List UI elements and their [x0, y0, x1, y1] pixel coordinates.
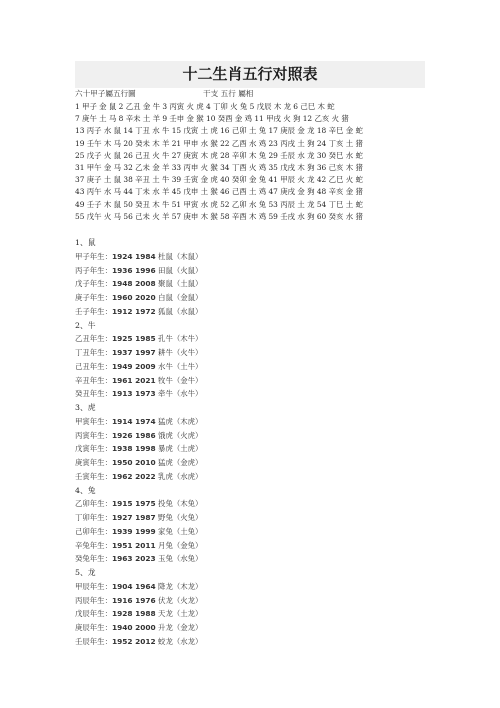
entry-label: 丙寅年生： [75, 430, 112, 440]
entry-years: 1927 1987 [111, 513, 156, 522]
entry-label: 甲子年生： [75, 251, 112, 261]
zodiac-entry [75, 305, 425, 319]
entry-label: 甲辰年生： [75, 581, 112, 591]
entry-years: 1939 1999 [111, 526, 156, 536]
entry-years: 1961 2021 [111, 375, 156, 385]
ganzhi-row: 49 壬子 木 鼠 50 癸丑 木 牛 51 甲寅 水 虎 52 乙卯 水 兔 53 丙辰 土 龙 54 丁巳 土 蛇 [75, 199, 363, 209]
entry-note: 田鼠（火鼠） [158, 265, 203, 275]
entry-note: 耕牛（火牛） [158, 348, 203, 357]
zodiac-entry [75, 429, 425, 443]
entry-label: 庚辰年生： [75, 623, 112, 632]
entry-note: 暴虎（土虎） [158, 444, 203, 454]
header-left-label: 六十甲子屬五行圖 [75, 89, 136, 98]
entry-years: 1916 1976 [111, 595, 156, 605]
entry-years: 1950 2010 [111, 458, 156, 467]
ganzhi-row: 55 戊午 火 马 56 己未 火 羊 57 庚申 木 猴 58 辛酉 木 鸡 59 壬戌 水 狗 60 癸亥 水 猪 [75, 211, 363, 221]
zodiac-entry [75, 621, 425, 635]
entry-label: 壬子年生： [75, 306, 112, 316]
zodiac-entry [75, 415, 425, 429]
entry-label: 壬寅年生： [75, 471, 112, 481]
entry-note: 聚鼠（土鼠） [158, 279, 203, 289]
ganzhi-table [75, 101, 425, 223]
entry-years: 1924 1984 [111, 251, 156, 261]
entry-label: 戊子年生： [75, 279, 112, 289]
entry-note: 月兔（金兔） [158, 540, 203, 550]
entry-label: 丙子年生： [75, 265, 112, 275]
entry-years: 1914 1974 [111, 416, 156, 426]
entry-label: 戊寅年生： [75, 444, 112, 454]
entry-years: 1952 2012 [111, 636, 156, 646]
entry-years: 1925 1985 [111, 334, 156, 344]
entry-years: 1926 1986 [111, 430, 156, 440]
entry-label: 癸丑年生： [75, 389, 112, 399]
ganzhi-row: 13 丙子 水 鼠 14 丁丑 水 牛 15 戊寅 土 虎 16 己卯 土 兔 17 庚辰 金 龙 18 辛巳 金 蛇 [75, 126, 363, 136]
entry-label: 庚寅年生： [75, 458, 112, 467]
zodiac-entry [75, 456, 425, 470]
zodiac-list [75, 236, 425, 649]
entry-label: 辛兔年生： [75, 540, 112, 550]
section-heading: 2、牛 [75, 320, 96, 330]
page-title: 十二生肖五行对照表 [182, 65, 318, 83]
ganzhi-row: 43 丙午 水 马 44 丁未 水 羊 45 戊申 土 猴 46 己酉 土 鸡 47 庚戌 金 狗 48 辛亥 金 猪 [75, 187, 363, 197]
entry-label: 乙丑年生： [75, 334, 112, 344]
entry-note: 猛虎（木虎） [158, 416, 203, 426]
zodiac-entry [75, 360, 425, 374]
zodiac-entry [75, 580, 425, 594]
entry-label: 丁丑年生： [75, 348, 112, 357]
zodiac-entry [75, 511, 425, 525]
entry-years: 1936 1996 [111, 265, 156, 275]
ganzhi-row: 1 甲子 金 鼠 2 乙丑 金 牛 3 丙寅 火 虎 4 丁卯 火 兔 5 戊辰 木 龙 6 己巳 木 蛇 [75, 102, 335, 111]
section-heading: 5、龙 [75, 568, 96, 577]
zodiac-entry [75, 552, 425, 566]
entry-label: 乙卯年生： [75, 499, 112, 509]
entry-note: 狐鼠（水鼠） [158, 306, 203, 316]
zodiac-entry [75, 264, 425, 278]
entry-years: 1948 2008 [111, 279, 156, 289]
entry-note: 降龙（木龙） [158, 581, 203, 591]
zodiac-entry [75, 442, 425, 456]
entry-note: 白鼠（金鼠） [158, 293, 203, 302]
zodiac-entry [75, 250, 425, 264]
zodiac-entry [75, 497, 425, 511]
entry-years: 1937 1997 [111, 348, 156, 357]
entry-label: 庚子年生： [75, 293, 112, 302]
entry-years: 1962 2022 [111, 471, 156, 481]
zodiac-entry [75, 332, 425, 346]
section-heading: 4、兔 [75, 485, 96, 495]
entry-years: 1951 2011 [111, 540, 156, 550]
entry-note: 玉兔（水兔） [158, 554, 203, 564]
ganzhi-row: 31 甲午 金 马 32 乙未 金 羊 33 丙申 火 猴 34 丁酉 火 鸡 35 戊戌 木 狗 36 己亥 木 猪 [75, 162, 363, 172]
entry-label: 丁卯年生： [75, 513, 112, 522]
entry-years: 1963 2023 [111, 554, 156, 564]
entry-years: 1913 1973 [111, 389, 156, 399]
entry-years: 1928 1988 [111, 609, 156, 619]
entry-label: 甲寅年生： [75, 416, 112, 426]
entry-note: 伏龙（火龙） [158, 595, 203, 605]
header-right-label: 干支 五行 屬相 [203, 89, 254, 98]
title-bar [75, 61, 425, 88]
entry-years: 1904 1964 [111, 581, 156, 591]
entry-label: 壬辰年生： [75, 636, 112, 646]
entry-note: 野兔（火兔） [158, 513, 203, 522]
entry-label: 己卯年生： [75, 526, 112, 536]
section-heading: 3、虎 [75, 403, 96, 412]
entry-label: 癸兔年生： [75, 554, 112, 564]
entry-years: 1949 2009 [111, 361, 156, 371]
entry-label: 辛丑年生： [75, 375, 112, 385]
section-heading: 1、鼠 [75, 238, 96, 247]
entry-note: 饿虎（火虎） [158, 430, 203, 440]
entry-note: 牵牛（水牛） [158, 389, 203, 399]
zodiac-entry [75, 635, 425, 649]
entry-note: 天龙（土龙） [158, 609, 203, 619]
entry-note: 家兔（土兔） [158, 526, 203, 536]
entry-note: 杜鼠（木鼠） [158, 251, 203, 261]
entry-label: 戊辰年生： [75, 609, 112, 619]
entry-note: 猛虎（金虎） [158, 458, 203, 467]
table-header [75, 88, 425, 99]
entry-note: 乳虎（水虎） [158, 471, 203, 481]
entry-note: 蛟龙（水龙） [158, 636, 203, 646]
zodiac-entry [75, 525, 425, 539]
entry-years: 1915 1975 [111, 499, 156, 509]
zodiac-entry [75, 539, 425, 553]
zodiac-entry [75, 291, 425, 305]
entry-note: 升龙（金龙） [158, 623, 203, 632]
entry-note: 孔牛（木牛） [158, 334, 203, 344]
entry-note: 投兔（木兔） [158, 499, 203, 509]
entry-note: 牧牛（金牛） [158, 375, 203, 385]
zodiac-entry [75, 607, 425, 621]
zodiac-entry [75, 346, 425, 360]
entry-years: 1912 1972 [111, 306, 156, 316]
zodiac-entry [75, 470, 425, 484]
entry-note: 水牛（土牛） [158, 361, 203, 371]
zodiac-entry [75, 374, 425, 388]
entry-years: 1960 2020 [111, 293, 156, 302]
ganzhi-row: 37 庚子 土 鼠 38 辛丑 土 牛 39 壬寅 金 虎 40 癸卯 金 兔 41 甲辰 火 龙 42 乙巳 火 蛇 [75, 175, 363, 185]
ganzhi-row: 7 庚午 土 马 8 辛未 土 羊 9 壬申 金 猴 10 癸酉 金 鸡 11 甲戌 火 狗 12 乙亥 火 猪 [75, 114, 349, 124]
zodiac-entry [75, 387, 425, 401]
entry-label: 己丑年生： [75, 361, 112, 371]
zodiac-entry [75, 594, 425, 608]
ganzhi-row: 25 戊子 火 鼠 26 己丑 火 牛 27 庚寅 木 虎 28 辛卯 木 兔 29 壬辰 水 龙 30 癸巳 水 蛇 [75, 150, 363, 160]
zodiac-entry [75, 277, 425, 291]
ganzhi-row: 19 壬午 木 马 20 癸未 木 羊 21 甲申 水 猴 22 乙酉 水 鸡 23 丙戌 土 狗 24 丁亥 土 猪 [75, 138, 363, 148]
entry-years: 1938 1998 [111, 444, 156, 454]
entry-years: 1940 2000 [111, 623, 156, 632]
entry-label: 丙辰年生： [75, 595, 112, 605]
